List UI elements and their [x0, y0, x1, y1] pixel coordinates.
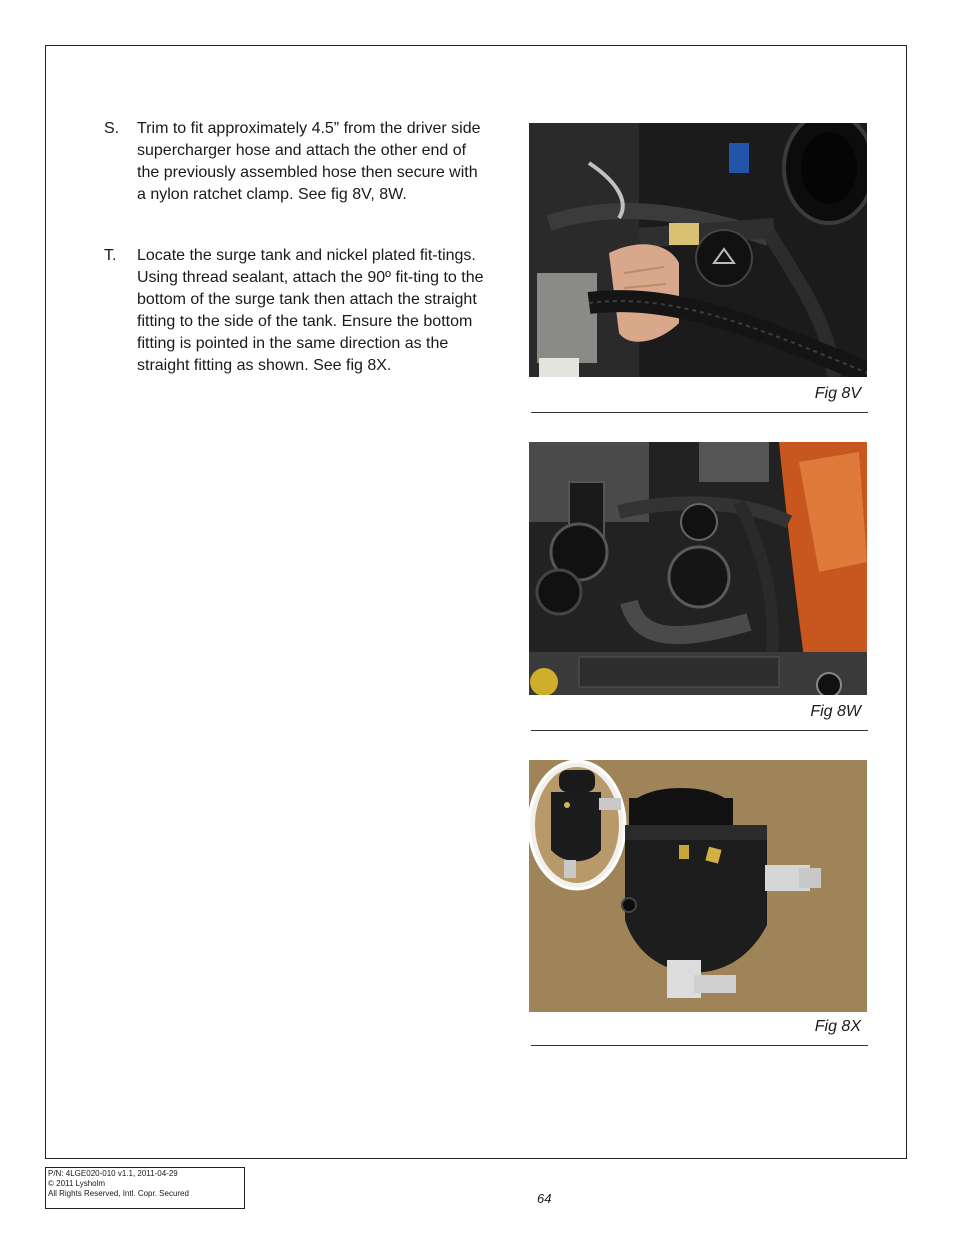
step-text: Trim to fit approximately 4.5” from the driver side supercharger hose and attach the other end of the previously assembled hose then secure with a nylon ratchet clamp. See fig 8V, 8W.	[137, 120, 481, 203]
step-s	[104, 118, 489, 206]
step-text: Locate the surge tank and nickel plated fit-tings. Using thread sealant, attach the 90º fit-ting to the bottom of the surge tank then attach the straight fitting to the side of the tank. Ensure the bottom fitting is pointed in the same direction as the straight fitting as shown. See fig 8X.	[137, 247, 484, 374]
figure-8x-caption: Fig 8X	[814, 1018, 861, 1035]
figure-8w-caption: Fig 8W	[810, 703, 861, 720]
page-number: 64	[537, 1191, 552, 1206]
rights-notice: All Rights Reserved, Intl. Copr. Secured	[48, 1189, 189, 1198]
step-t	[104, 245, 489, 377]
figure-8v-caption: Fig 8V	[814, 385, 861, 402]
copyright: © 2011 Lysholm	[48, 1179, 106, 1188]
step-letter: T.	[104, 247, 117, 264]
figure-8w-rule	[531, 730, 868, 731]
figure-8x-photo	[529, 760, 867, 1012]
legal-notice-box	[45, 1167, 245, 1209]
figure-8w-photo	[529, 442, 867, 695]
part-number: P/N: 4LGE020-010 v1.1, 2011-04-29	[48, 1169, 178, 1178]
figure-8v-rule	[531, 412, 868, 413]
figure-8v-photo	[529, 123, 867, 377]
step-letter: S.	[104, 120, 120, 137]
figure-8x-rule	[531, 1045, 868, 1046]
